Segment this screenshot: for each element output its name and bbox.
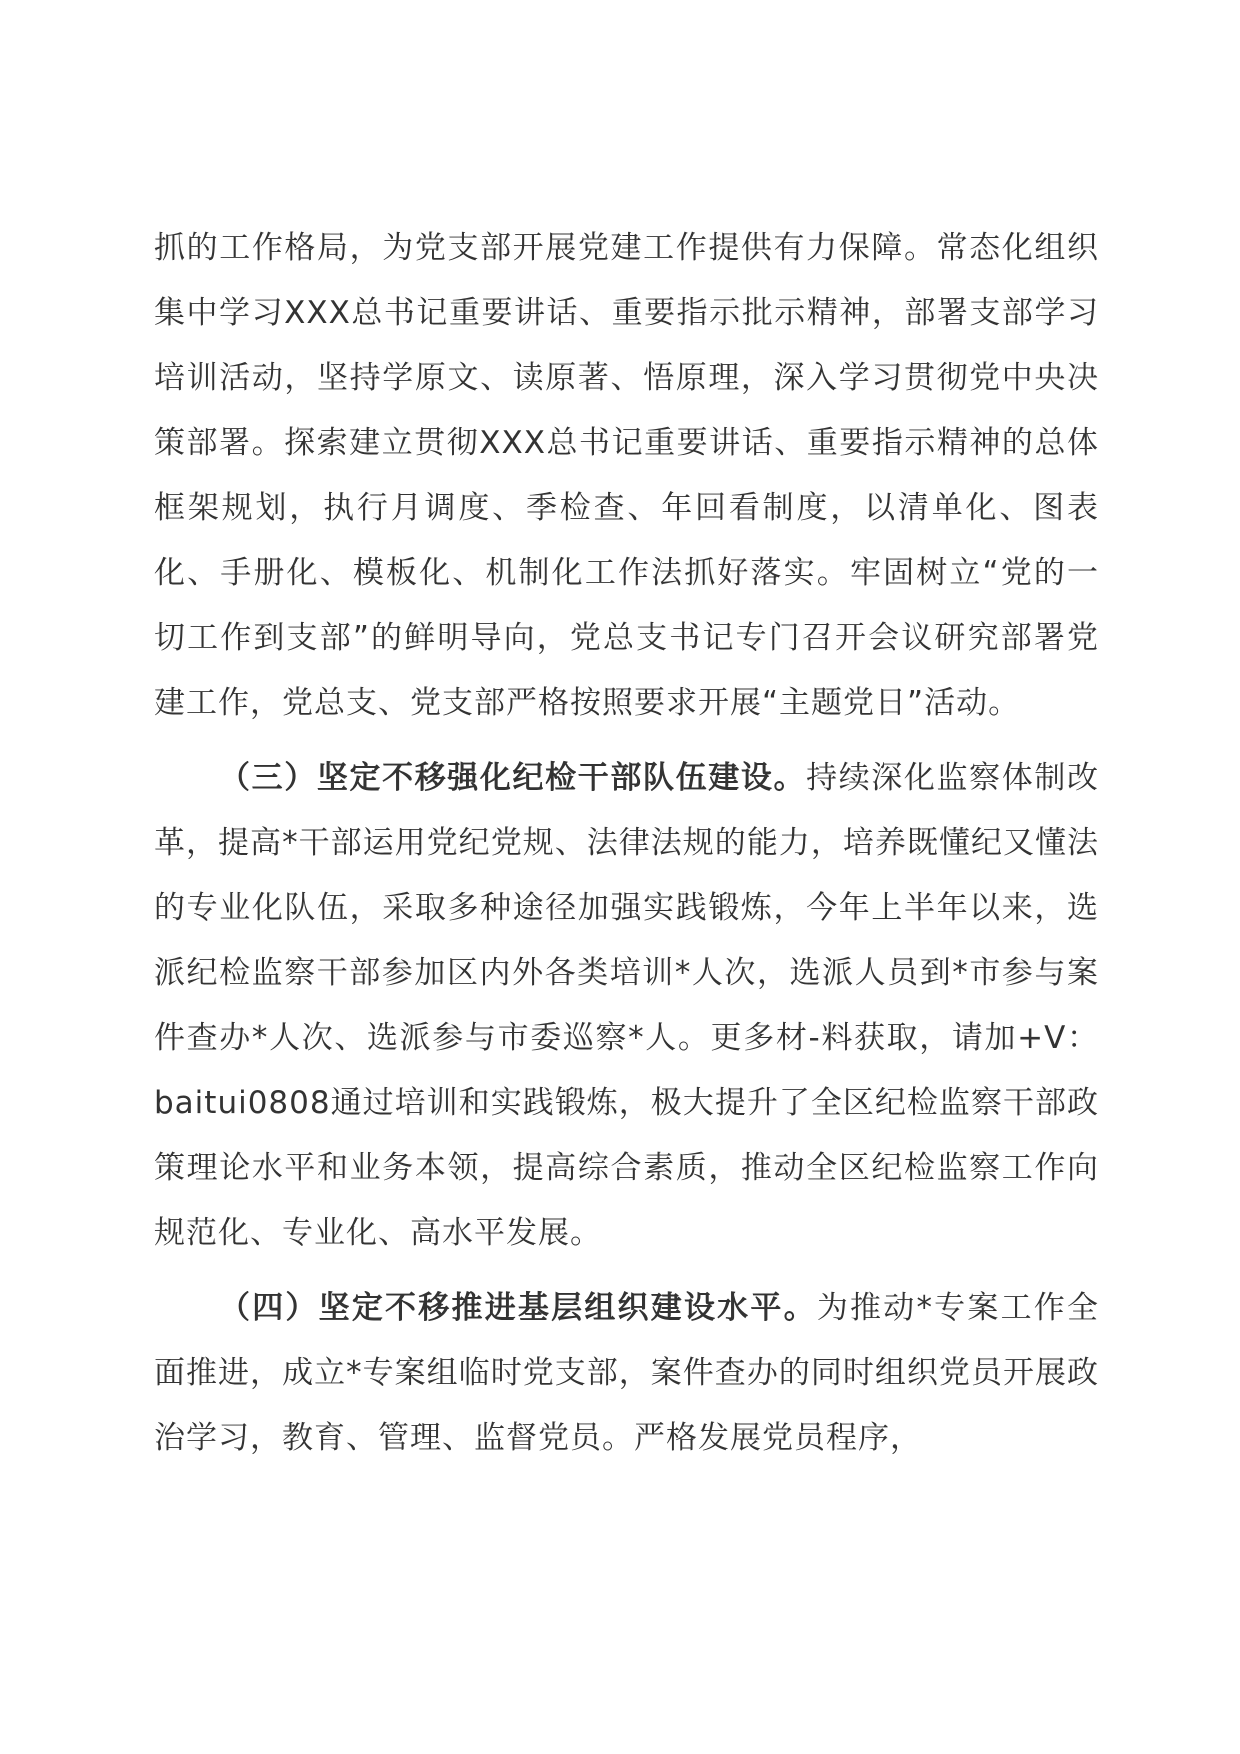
paragraph-text: 持续深化监察体制改革，提高*干部运用党纪党规、法律法规的能力，培养既懂纪又懂法的专业化队伍，采取多种途径加强实践锻炼，今年上半年以来，选派纪检监察干部参加区内外各类培训*人次，选派人员到*市参与案件查办*人次、选派参与市委巡察*人。更多材-料获取，请加+V：baitui0808通过培训和实践锻炼，极大提升了全区纪检监察干部政策理论水平和业务本领，提高综合素质，推动全区纪检监察工作向规范化、专业化、高水平发展。	[154, 760, 1100, 1251]
paragraph-text: 为推动*专案工作全面推进，成立*专案组临时党支部，案件查办的同时组织党员开展政治学习，教育、管理、监督党员。严格发展党员程序，	[154, 1290, 1100, 1456]
paragraph-section-4	[154, 1276, 1099, 1471]
paragraph-text: 抓的工作格局，为党支部开展党建工作提供有力保障。常态化组织集中学习XXX总书记重要讲话、重要指示批示精神，部署支部学习培训活动，坚持学原文、读原著、悟原理，深入学习贯彻党中央决策部署。探索建立贯彻XXX总书记重要讲话、重要指示精神的总体框架规划，执行月调度、季检查、年回看制度，以清单化、图表化、手册化、模板化、机制化工作法抓好落实。牢固树立“党的一切工作到支部”的鲜明导向，党总支书记专门召开会议研究部署党建工作，党总支、党支部严格按照要求开展“主题党日”活动。	[154, 230, 1099, 721]
paragraph-continued	[154, 216, 1099, 736]
section-heading: （三）坚定不移强化纪检干部队伍建设。	[219, 760, 807, 796]
document-body	[154, 216, 1099, 1471]
section-heading: （四）坚定不移推进基层组织建设水平。	[219, 1290, 817, 1326]
paragraph-section-3	[154, 746, 1099, 1266]
